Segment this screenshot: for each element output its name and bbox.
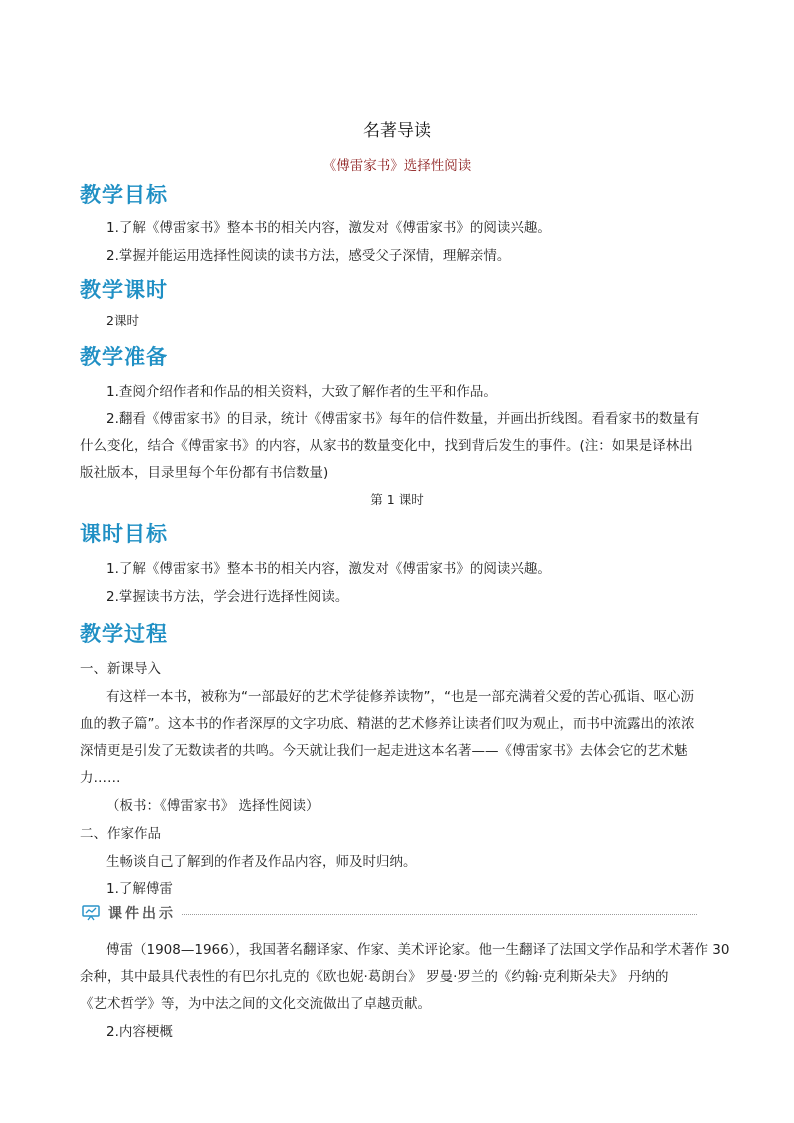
courseware-banner: [82, 903, 697, 923]
intro-line-4: 力……: [80, 770, 121, 786]
goal-item-2: 2.掌握并能运用选择性阅读的读书方法，感受父子深情，理解亲情。: [106, 248, 511, 264]
bio-line-2: 余种，其中最具代表性的有巴尔扎克的《欧也妮·葛朗台》 罗曼·罗兰的《约翰·克利斯朵夫》 丹纳的: [80, 969, 669, 985]
part2-intro: 生畅谈自己了解到的作者及作品内容，师及时归纳。: [106, 854, 417, 870]
heading-lesson-goals: 课时目标: [80, 522, 168, 546]
banner-label: 课件出示: [108, 906, 176, 922]
part2-title: 二、作家作品: [80, 826, 161, 842]
part1-title: 一、新课导入: [80, 661, 161, 677]
prep-item-2-line-2: 什么变化，结合《傅雷家书》的内容，从家书的数量变化中，找到背后发生的事件。(注：如果是译林出: [80, 438, 693, 454]
heading-teaching-goals: 教学目标: [80, 183, 168, 207]
intro-line-1: 有这样一本书，被称为“一部最好的艺术学徒修养读物”，“也是一部充满着父爱的苦心孤诣、呕心沥: [106, 689, 694, 705]
prep-item-2-line-1: 2.翻看《傅雷家书》的目录，统计《傅雷家书》每年的信件数量，并画出折线图。看看家书的数量有: [106, 411, 700, 427]
lesson-goal-item-2: 2.掌握读书方法，学会进行选择性阅读。: [106, 589, 349, 605]
bio-line-1: 傅雷（1908—1966），我国著名翻译家、作家、美术评论家。他一生翻译了法国文学作品和学术著作 30: [106, 942, 730, 958]
prep-item-2-line-3: 版社版本，目录里每个年份都有书信数量): [80, 465, 329, 481]
document-subtitle: 《傅雷家书》选择性阅读: [322, 158, 472, 174]
banner-divider: [182, 914, 697, 915]
intro-line-3: 深情更是引发了无数读者的共鸣。今天就让我们一起走进这本名著——《傅雷家书》去体会它的艺术魅: [80, 743, 688, 759]
intro-line-2: 血的教子篇”。这本书的作者深厚的文字功底、精湛的艺术修养让读者们叹为观止，而书中流露出的浓浓: [80, 716, 695, 732]
heading-teaching-process: 教学过程: [80, 622, 168, 646]
hours-text: 2课时: [106, 313, 139, 328]
sub-item-2: 2.内容梗概: [106, 1024, 173, 1040]
lesson-label: 第 1 课时: [370, 492, 424, 507]
board-note: （板书：《傅雷家书》 选择性阅读）: [106, 798, 320, 814]
document-title: 名著导读: [363, 121, 431, 141]
prep-item-1: 1.查阅介绍作者和作品的相关资料，大致了解作者的生平和作品。: [106, 384, 497, 400]
lesson-goal-item-1: 1.了解《傅雷家书》整本书的相关内容，激发对《傅雷家书》的阅读兴趣。: [106, 561, 551, 577]
goal-item-1: 1.了解《傅雷家书》整本书的相关内容，激发对《傅雷家书》的阅读兴趣。: [106, 220, 551, 236]
heading-teaching-hours: 教学课时: [80, 278, 168, 302]
heading-teaching-prep: 教学准备: [80, 345, 168, 369]
bio-line-3: 《艺术哲学》等，为中法之间的文化交流做出了卓越贡献。: [80, 996, 431, 1012]
sub-item-1: 1.了解傅雷: [106, 881, 173, 897]
presentation-board-icon: [82, 905, 100, 921]
